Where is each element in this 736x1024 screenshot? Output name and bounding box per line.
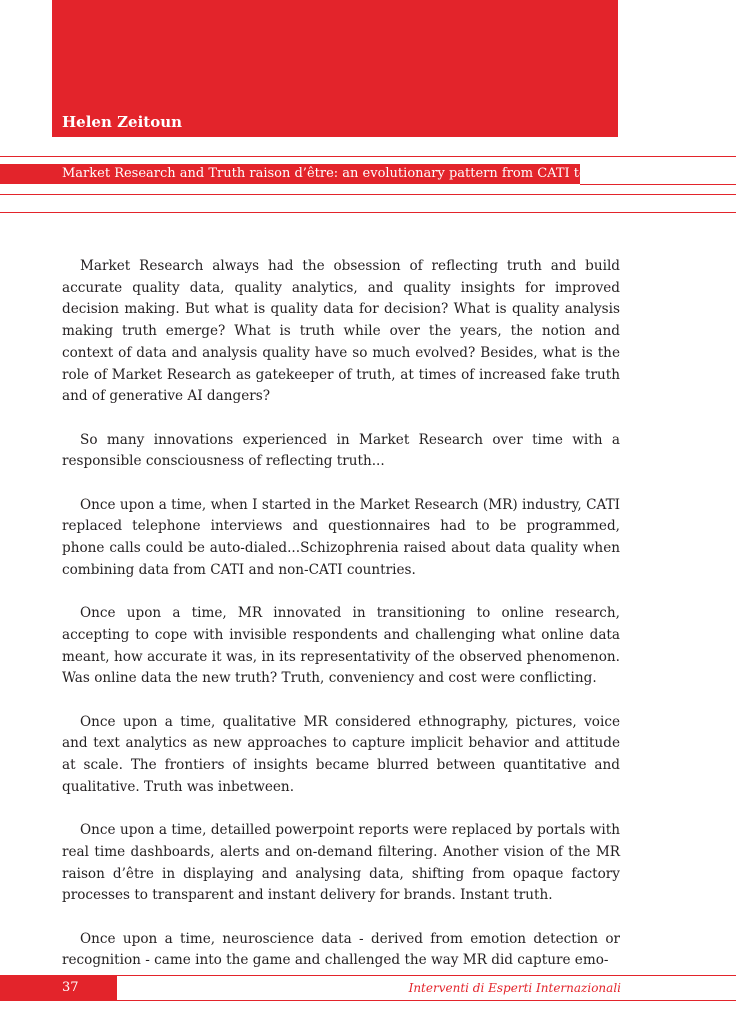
paragraph: So many innovations experienced in Market Research over time with a responsible consciousness of reflecting truth... [62,431,620,470]
journal-name: Interventi di Esperti Internazionali [408,981,621,995]
article-title: Market Research and Truth raison d’être: an evolutionary pattern from CATI to AI [62,166,606,181]
header-rule-top [0,156,736,157]
header-rule-bottom [0,212,736,213]
article-body [62,256,620,972]
paragraph: Market Research always had the obsession of reflecting truth and build accurate quality data, quality analytics, and quality insights for improved decision making. But what is quality data for decision? What is quality analysis making truth emerge? What is truth while over the years, the notion and context of data and analysis quality have so much evolved? Besides, what is the role of Market Research as gatekeeper of truth, at times of increased fake truth and of generative AI dangers? [62,258,620,405]
paragraph: Once upon a time, neuroscience data - derived from emotion detection or recognition - came into the game and challenged the way MR did capture emo- [62,930,620,969]
header-rule-mid [580,184,736,185]
page-number: 37 [62,980,79,995]
paragraph: Once upon a time, detailled powerpoint reports were replaced by portals with real time dashboards, alerts and on-demand filtering. Another vision of the MR raison d’être in displaying and analysing data, shifting from opaque factory processes to transparent and instant delivery for brands. Instant truth. [62,822,620,904]
header-rule-lower [0,194,736,195]
author-name: Helen Zeitoun [62,113,183,131]
paragraph: Once upon a time, MR innovated in transitioning to online research, accepting to cope with invisible respondents and challenging what online data meant, how accurate it was, in its representativity of the observed phenomenon. Was online data the new truth? Truth, conveniency and cost were conflicting. [62,605,620,687]
footer-red-bar [0,975,117,1001]
paragraph: Once upon a time, when I started in the Market Research (MR) industry, CATI replaced telephone interviews and questionnaires had to be programmed, phone calls could be auto-dialed...Schizophrenia raised about data quality when combining data from CATI and non-CATI countries. [62,496,620,578]
paragraph: Once upon a time, qualitative MR considered ethnography, pictures, voice and text analytics as new approaches to capture implicit behavior and attitude at scale. The frontiers of insights became blurred between quantitative and qualitative. Truth was inbetween. [62,713,620,795]
